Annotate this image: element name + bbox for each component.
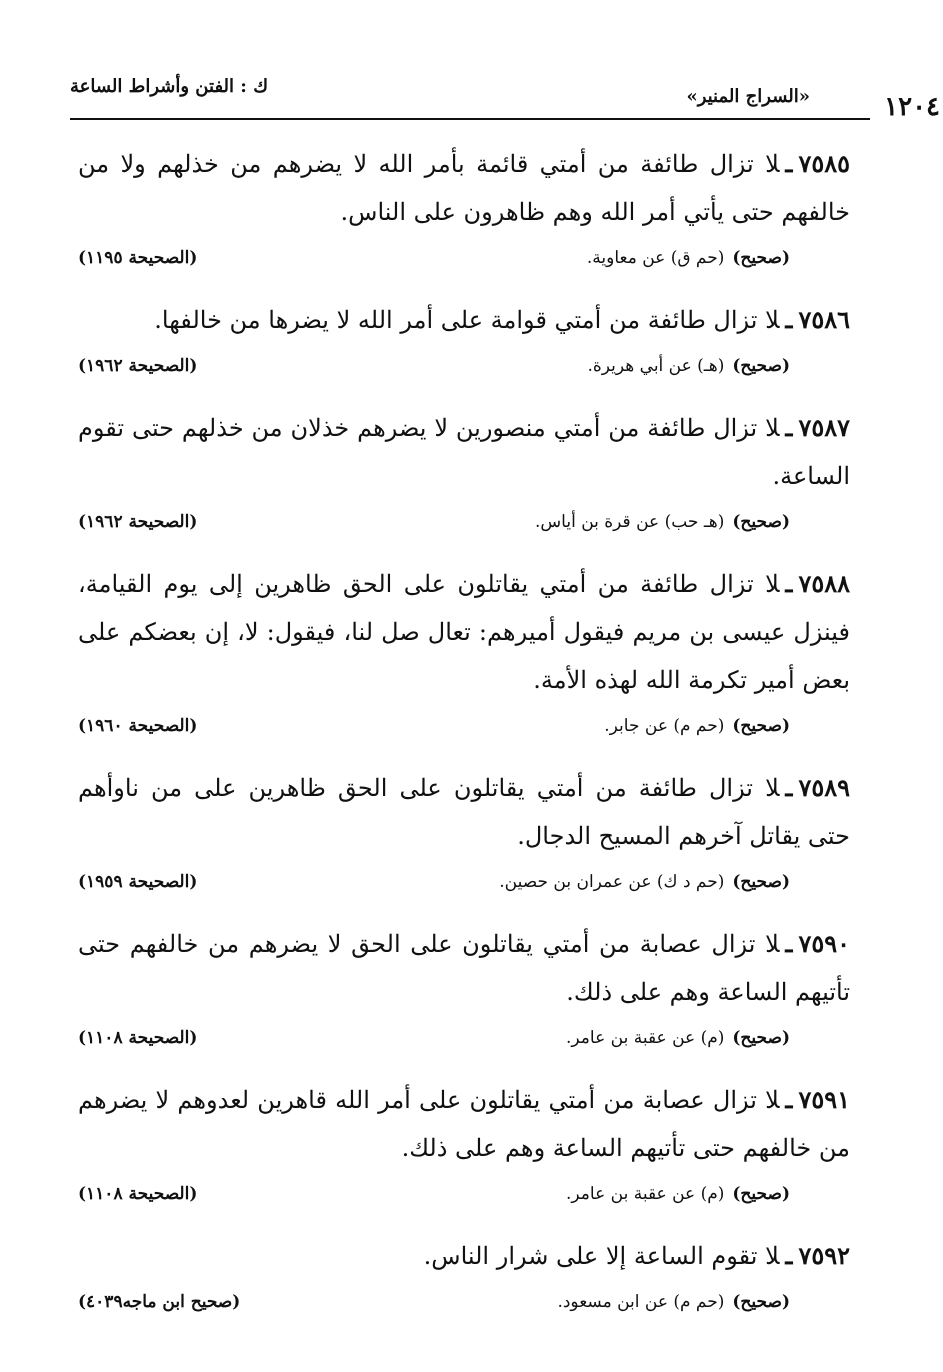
hadith-entry [78,404,850,546]
hadith-number: ٧٥٨٨ [798,569,850,598]
takhrij-row [78,512,850,546]
hadith-entry [78,296,850,390]
source-line [557,1292,790,1312]
hadith-text-block [78,296,850,344]
hadith-number: ٧٥٩١ [798,1085,850,1114]
hadith-text: لا تزال طائفة من أمتي منصورين لا يضرهم خذلان من خذلهم حتى تقوم الساعة. [78,414,850,490]
page-number: ١٢٠٤ [884,92,940,122]
hadith-source: (م) عن عقبة بن عامر. [566,1184,725,1204]
hadith-dash: ـ [785,1241,793,1270]
hadith-text: لا تزال عصابة من أمتي يقاتلون على أمر الله قاهرين لعدوهم لا يضرهم من خالفهم حتى تأتيهم الساعة وهم على ذلك. [78,1086,850,1162]
hadith-source: (هـ) عن أبي هريرة. [587,356,725,376]
takhrij-row [78,716,850,750]
hadith-dash: ـ [785,149,793,178]
hadith-number: ٧٥٨٦ [798,305,850,334]
source-line [587,248,790,268]
hadith-text: لا تزال طائفة من أمتي قوامة على أمر الله لا يضرها من خالفها. [154,306,780,334]
hadith-text: لا تزال عصابة من أمتي يقاتلون على الحق لا يضرهم من خالفهم حتى تأتيهم الساعة وهم على ذلك. [78,930,850,1006]
hadith-entry [78,920,850,1062]
hadith-text: لا تقوم الساعة إلا على شرار الناس. [423,1242,780,1270]
hadith-list [78,140,850,1340]
hadith-reference: (الصحيحة ١٩٥٩) [78,872,198,892]
hadith-source: (حم د ك) عن عمران بن حصين. [499,872,725,892]
hadith-grade: (صحيح) [732,716,790,736]
chapter-title: ك : الفتن وأشراط الساعة [70,76,269,97]
hadith-text-block [78,764,850,860]
hadith-text: لا تزال طائفة من أمتي قائمة بأمر الله لا يضرهم من خذلهم ولا من خالفهم حتى يأتي أمر الله وهم ظاهرون على الناس. [78,150,850,226]
header-rule [70,118,870,120]
hadith-grade: (صحيح) [732,356,790,376]
hadith-dash: ـ [785,413,793,442]
takhrij-row [78,1292,850,1326]
hadith-source: (حم م) عن جابر. [604,716,725,736]
hadith-dash: ـ [785,305,793,334]
takhrij-row [78,356,850,390]
hadith-reference: (صحيح ابن ماجه٤٠٣٩) [78,1292,241,1312]
hadith-text-block [78,1076,850,1172]
takhrij-row [78,248,850,282]
hadith-grade: (صحيح) [732,1028,790,1048]
hadith-entry [78,140,850,282]
hadith-grade: (صحيح) [732,872,790,892]
source-line [587,356,790,376]
source-line [535,512,790,532]
hadith-grade: (صحيح) [732,1184,790,1204]
source-line [566,1184,790,1204]
hadith-entry [78,1076,850,1218]
book-title: «السراج المنير» [686,86,810,107]
hadith-grade: (صحيح) [732,512,790,532]
hadith-source: (حم ق) عن معاوية. [586,248,725,268]
hadith-dash: ـ [785,773,793,802]
hadith-reference: (الصحيحة ١١٠٨) [78,1028,198,1048]
hadith-dash: ـ [785,569,793,598]
hadith-source: (م) عن عقبة بن عامر. [566,1028,725,1048]
hadith-reference: (الصحيحة ١١٩٥) [78,248,198,268]
hadith-entry [78,1232,850,1326]
hadith-number: ٧٥٨٥ [798,149,850,178]
hadith-text-block [78,1232,850,1280]
hadith-grade: (صحيح) [732,248,790,268]
hadith-reference: (الصحيحة ١٩٦٢) [78,512,198,532]
hadith-text-block [78,404,850,500]
hadith-dash: ـ [785,1085,793,1114]
source-line [604,716,790,736]
hadith-number: ٧٥٨٩ [798,773,850,802]
hadith-text-block [78,140,850,236]
source-line [499,872,790,892]
hadith-entry [78,764,850,906]
hadith-grade: (صحيح) [732,1292,790,1312]
takhrij-row [78,872,850,906]
takhrij-row [78,1028,850,1062]
hadith-number: ٧٥٩٠ [798,929,850,958]
page-header [70,76,940,122]
hadith-reference: (الصحيحة ١١٠٨) [78,1184,198,1204]
hadith-text-block [78,560,850,704]
hadith-text: لا تزال طائفة من أمتي يقاتلون على الحق ظاهرين إلى يوم القيامة، فينزل عيسى بن مريم فيقول أميرهم: تعال صل لنا، فيقول: لا، إن بعضكم على بعض أمير تكرمة الله لهذه الأمة. [78,570,850,694]
takhrij-row [78,1184,850,1218]
hadith-source: (هـ حب) عن قرة بن أياس. [535,512,725,532]
hadith-reference: (الصحيحة ١٩٦٠) [78,716,198,736]
hadith-number: ٧٥٩٢ [798,1241,850,1270]
hadith-dash: ـ [785,929,793,958]
hadith-text: لا تزال طائفة من أمتي يقاتلون على الحق ظاهرين على من ناوأهم حتى يقاتل آخرهم المسيح الدجال. [78,774,850,850]
source-line [566,1028,790,1048]
hadith-reference: (الصحيحة ١٩٦٢) [78,356,198,376]
hadith-text-block [78,920,850,1016]
hadith-number: ٧٥٨٧ [798,413,850,442]
hadith-entry [78,560,850,750]
hadith-source: (حم م) عن ابن مسعود. [557,1292,725,1312]
